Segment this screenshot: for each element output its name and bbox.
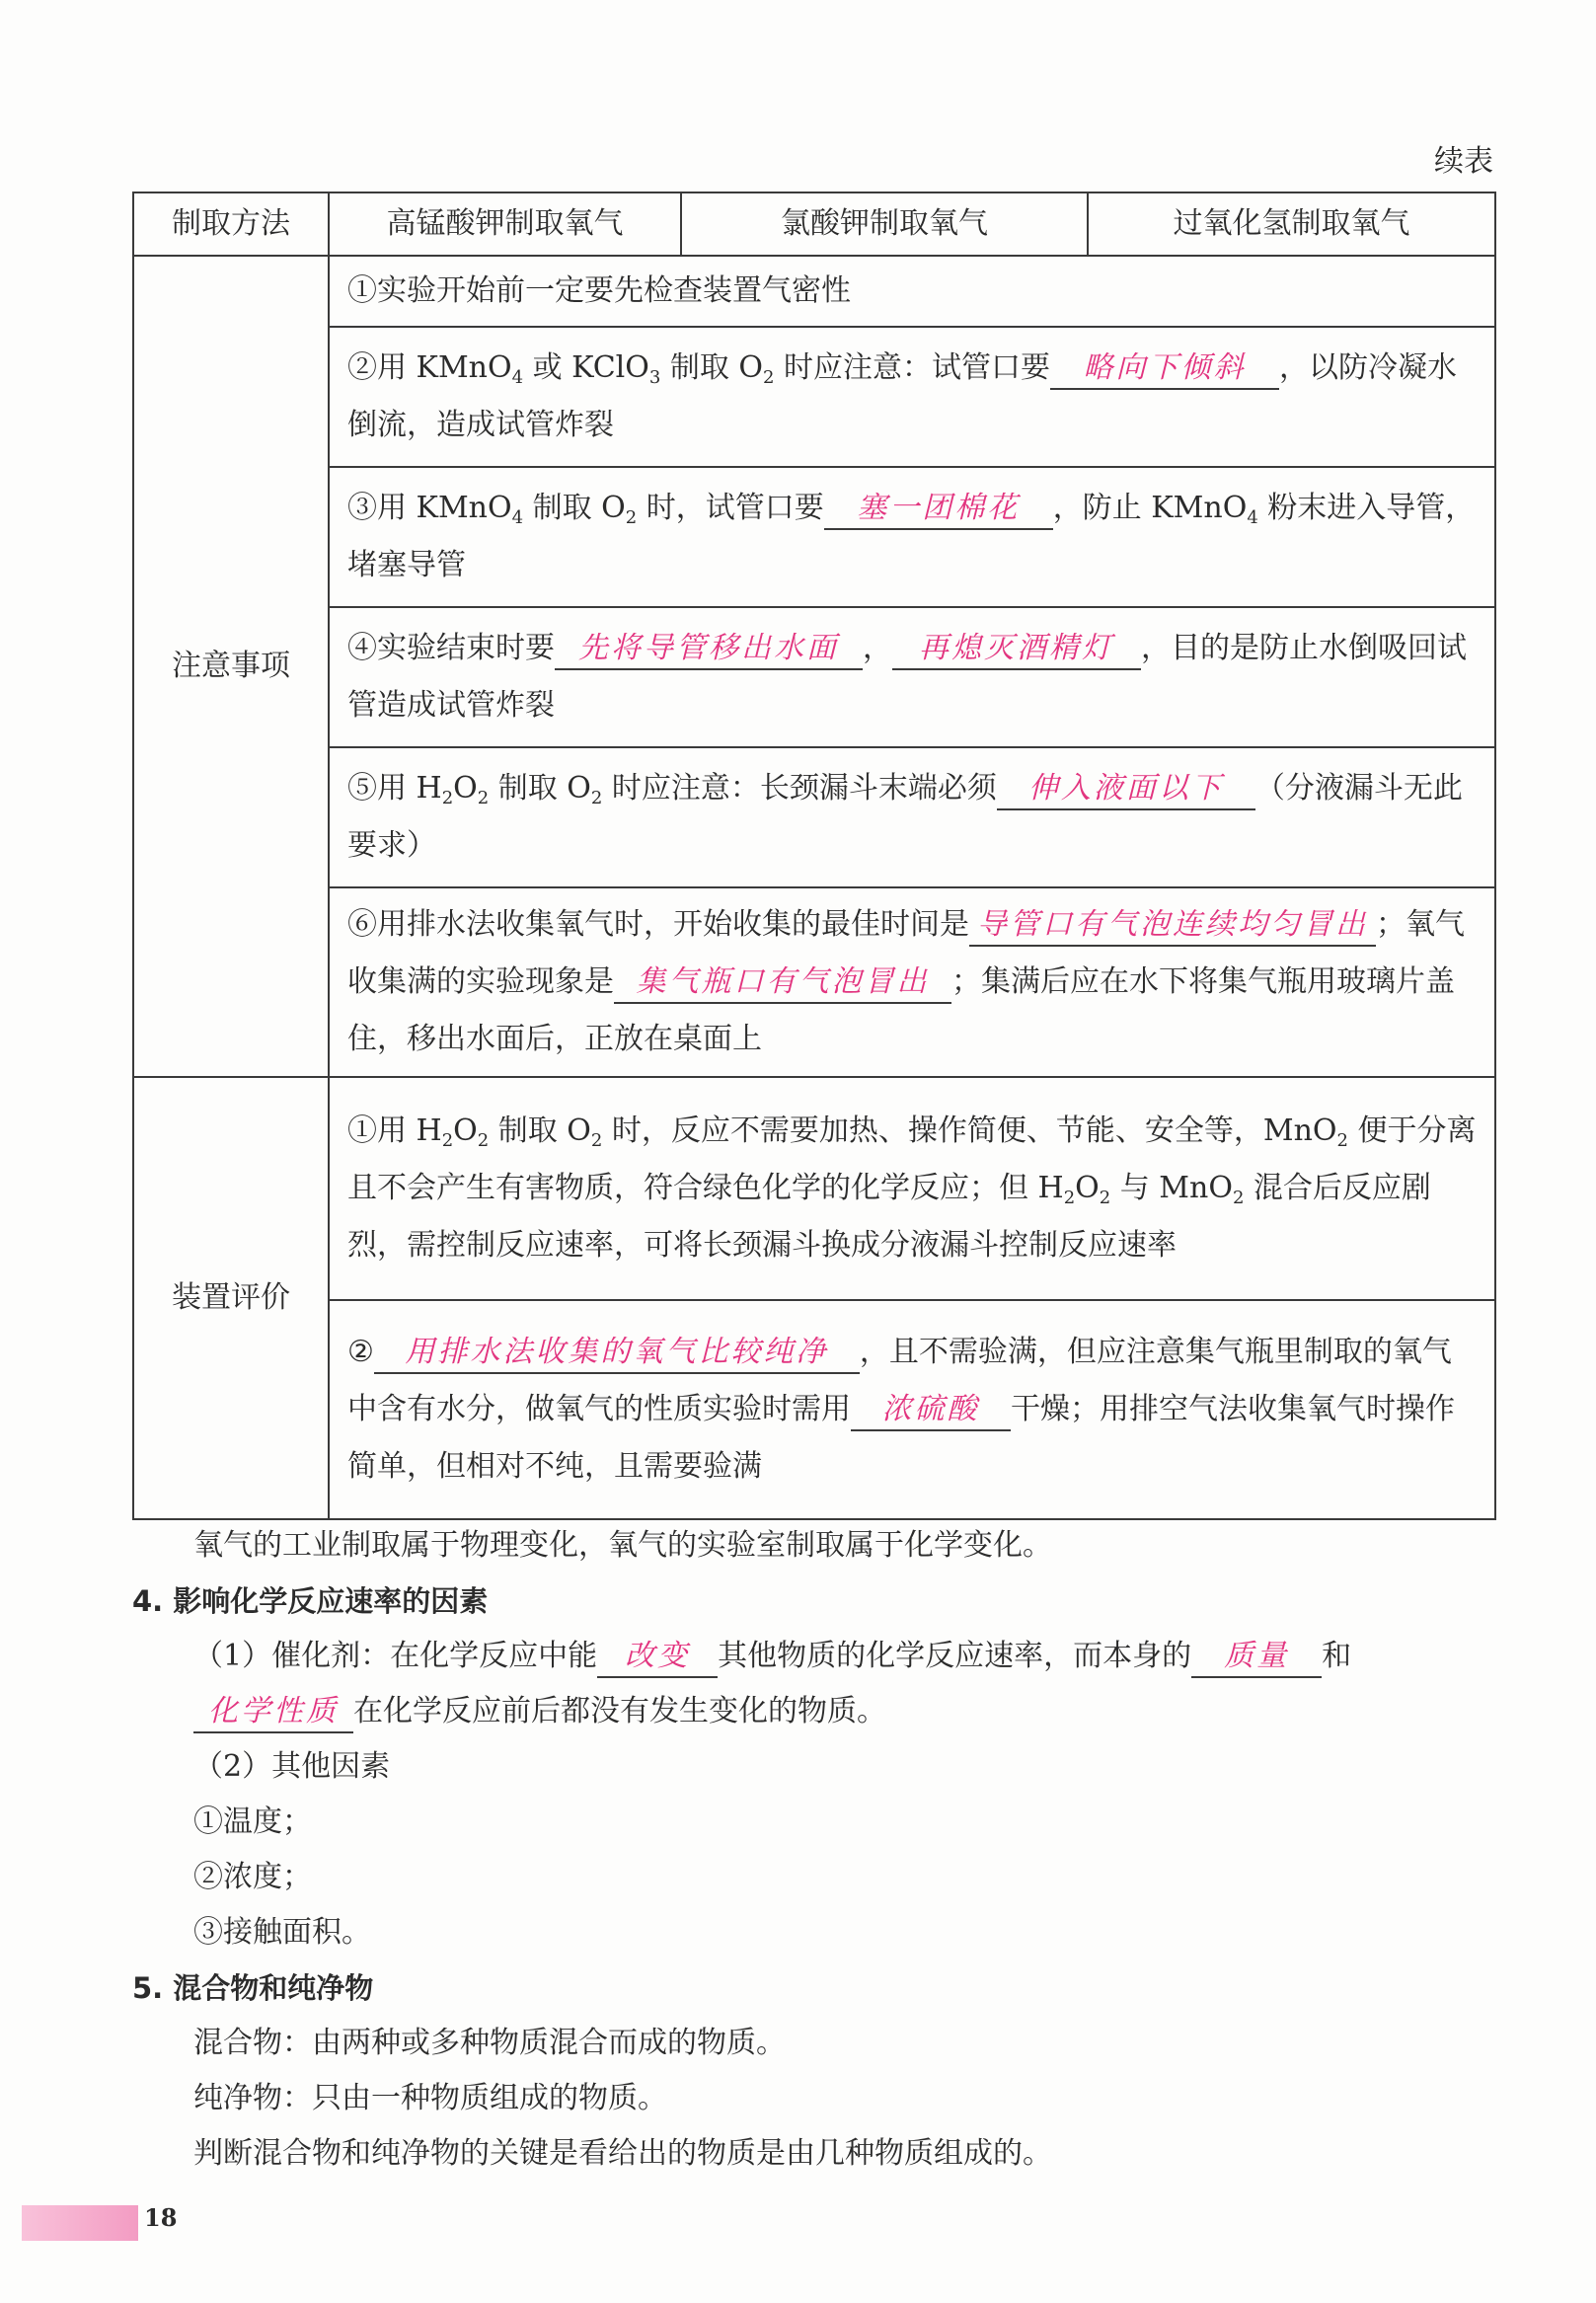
answer-blank: 先将导管移出水面: [555, 629, 863, 670]
table-row: [133, 256, 1495, 327]
other-factors: （2）其他因素: [193, 1749, 391, 1784]
precaution-1: ①实验开始前一定要先检查装置气密性: [329, 256, 1495, 327]
pure-substance-definition: 纯净物：只由一种物质组成的物质。: [193, 2081, 667, 2115]
answer-blank: 浓硫酸: [851, 1390, 1011, 1431]
mixture-definition: 混合物：由两种或多种物质混合而成的物质。: [193, 2026, 786, 2060]
evaluation-label: 装置评价: [133, 1077, 329, 1519]
precaution-5: ⑤用 $H_2O_2$ 制取 $O_2$ 时应注意：长颈漏斗末端必须 伸入液面以下 （分液漏斗无此要求）: [329, 747, 1495, 887]
factor-item: ①温度；: [193, 1804, 312, 1839]
answer-blank: 化学性质: [193, 1692, 353, 1733]
after-table-note: 氧气的工业制取属于物理变化，氧气的实验室制取属于化学变化。: [193, 1528, 1052, 1563]
table-row: [133, 327, 1495, 467]
catalyst-definition: （1）催化剂：在化学反应中能 改变 其他物质的化学反应速率，而本身的 质量 和化学性质 在化学反应前后都没有发生变化的物质。: [132, 1629, 1494, 1739]
evaluation-2: ② 用排水法收集的氧气比较纯净 ，且不需验满，但应注意集气瓶里制取的氧气中含有水分，做氧气的性质实验时需用 浓硫酸 干燥；用排空气法收集氧气时操作简单，但相对不纯，且需要验满: [329, 1300, 1495, 1519]
footer-decoration: [22, 2205, 138, 2241]
answer-blank: 再熄灭酒精灯: [892, 629, 1141, 670]
header-method: 制取方法: [133, 192, 329, 256]
precaution-6: ⑥用排水法收集氧气时，开始收集的最佳时间是 导管口有气泡连续均匀冒出 ；氧气收集满的实验现象是 集气瓶口有气泡冒出 ；集满后应在水下将集气瓶用玻璃片盖住，移出水面后，正放在桌面上: [329, 887, 1495, 1077]
precaution-3: ③用 KMnO$_4$ 制取 $O_2$ 时，试管口要 塞一团棉花 ，防止 KMnO$_4$ 粉末进入导管，堵塞导管: [329, 467, 1495, 607]
page-number: 18: [144, 2203, 178, 2232]
header-kclo3: 氯酸钾制取氧气: [681, 192, 1088, 256]
table-header-row: [133, 192, 1495, 256]
answer-blank: 导管口有气泡连续均匀冒出: [969, 905, 1376, 947]
answer-blank: 集气瓶口有气泡冒出: [614, 962, 951, 1004]
table-row: [133, 607, 1495, 747]
evaluation-1: ①用 $H_2O_2$ 制取 $O_2$ 时，反应不需要加热、操作简便、节能、安全等，MnO$_2$ 便于分离且不会产生有害物质，符合绿色化学的化学反应；但 $H_2O_2$ 与 MnO$_2$ 混合后反应剧烈，需控制反应速率，可将长颈漏斗换成分液漏斗控制反应速率: [329, 1077, 1495, 1300]
section-5-heading: 5. 混合物和纯净物: [132, 1971, 374, 2005]
factor-item: ②浓度；: [193, 1860, 312, 1894]
header-kmno4: 高锰酸钾制取氧气: [329, 192, 681, 256]
answer-blank: 略向下倾斜: [1050, 348, 1279, 390]
oxygen-preparation-table: [132, 192, 1496, 1520]
answer-blank: 伸入液面以下: [997, 769, 1255, 810]
header-h2o2: 过氧化氢制取氧气: [1088, 192, 1495, 256]
table-row: [133, 467, 1495, 607]
answer-blank: 用排水法收集的氧气比较纯净: [374, 1333, 860, 1374]
precaution-4: ④实验结束时要 先将导管移出水面 ， 再熄灭酒精灯 ，目的是防止水倒吸回试管造成试管炸裂: [329, 607, 1495, 747]
table-row: [133, 1300, 1495, 1519]
body-text: [132, 1518, 1494, 2182]
precaution-2: ②用 KMnO$_4$ 或 KClO$_3$ 制取 $O_2$ 时应注意：试管口要 略向下倾斜 ，以防冷凝水倒流，造成试管炸裂: [329, 327, 1495, 467]
answer-blank: 塞一团棉花: [824, 489, 1053, 530]
judgement-note: 判断混合物和纯净物的关键是看给出的物质是由几种物质组成的。: [193, 2136, 1052, 2171]
precautions-label: 注意事项: [133, 256, 329, 1077]
table-row: [133, 887, 1495, 1077]
answer-blank: 改变: [597, 1637, 718, 1678]
factor-item: ③接触面积。: [193, 1915, 371, 1950]
table-row: [133, 747, 1495, 887]
table-row: [133, 1077, 1495, 1300]
section-4-heading: 4. 影响化学反应速率的因素: [132, 1584, 489, 1618]
continued-label: 续表: [1434, 144, 1493, 179]
answer-blank: 质量: [1191, 1637, 1322, 1678]
